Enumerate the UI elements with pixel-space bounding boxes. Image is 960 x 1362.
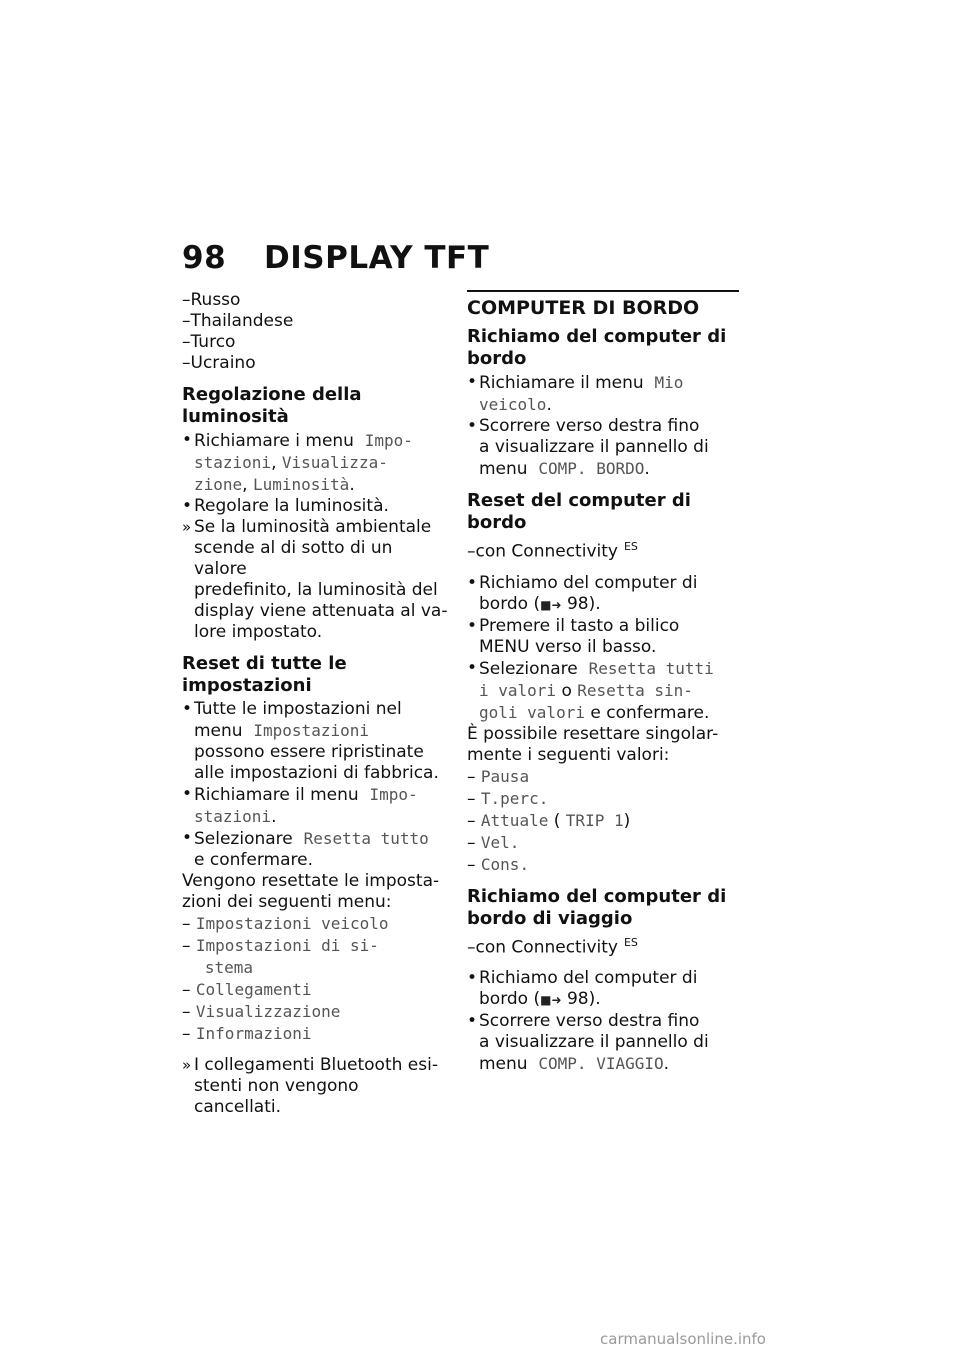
list-item: – Visualizzazione: [182, 1002, 341, 1022]
list-item: • Richiamare i menu Impo- stazioni, Visualizza- zione, Luminosità.: [182, 430, 450, 496]
list-item: – Collegamenti: [182, 980, 312, 1000]
brightness-heading: Regolazione della luminosità: [182, 384, 362, 427]
list-item: – Impostazioni di si- stema: [182, 936, 379, 977]
list-item: • Scorrere verso destra fino a visualizzare il pannello di menu COMP. VIAGGIO.: [467, 1011, 739, 1075]
list-item: – Impostazioni veicolo: [182, 914, 389, 934]
list-item: – Cons.: [467, 854, 530, 875]
page-header: [182, 240, 489, 276]
list-item: • Selezionare Resetta tutto e confermare.: [182, 828, 450, 871]
values-list: [467, 766, 739, 876]
language-list: [182, 290, 450, 374]
list-item: • Premere il tasto a bilico MENU verso il basso.: [467, 616, 739, 658]
list-item: – Informazioni: [182, 1024, 312, 1044]
list-item: – T.perc.: [467, 788, 549, 809]
list-item: – Attuale ( TRIP 1): [467, 810, 631, 831]
page-ref-arrow-icon: ■➜: [540, 993, 562, 1008]
watermark: carmanualsonline.info: [600, 1330, 766, 1348]
list-item: • Tutte le impostazioni nel menu Impostazioni possono essere ripristinate alle impostazioni di fabbrica.: [182, 699, 450, 784]
right-column: [467, 290, 739, 1075]
list-item: • Richiamo del computer di bordo (■➜ 98).: [467, 968, 739, 1011]
page-ref-arrow-icon: ■➜: [540, 597, 562, 612]
list-item: • Richiamare il menu Impo- stazioni.: [182, 784, 450, 828]
condition: –con Connectivity $^{ES}$: [467, 540, 638, 562]
list-item: • Regolare la luminosità.: [182, 496, 450, 517]
condition: –con Connectivity $^{ES}$: [467, 935, 638, 958]
paragraph: Vengono resettate le imposta- zioni dei seguenti menu:: [182, 871, 440, 912]
call-heading: Richiamo del computer di bordo: [467, 326, 727, 369]
list-item: • Selezionare Resetta tutti i valori o Resetta sin- goli valori e confermare.: [467, 658, 739, 724]
section-rule: [467, 290, 739, 292]
list-item: –Thailandese: [182, 311, 294, 331]
section-title: COMPUTER DI BORDO: [467, 297, 700, 319]
reset-heading: Reset del computer di bordo: [467, 490, 691, 533]
page-number: 98: [182, 240, 227, 276]
reset-all-heading: Reset di tutte le impostazioni: [182, 653, 347, 696]
list-item: –Russo: [182, 290, 241, 310]
list-item: • Richiamo del computer di bordo (■➜ 98).: [467, 573, 739, 616]
list-item: – Vel.: [467, 832, 520, 853]
note: » Se la luminosità ambientale scende al di sotto di un valore predefinito, la luminosità del display viene attenuata al va- lore impostato.: [182, 517, 450, 643]
note: » I collegamenti Bluetooth esi- stenti non vengono cancellati.: [182, 1055, 450, 1118]
menu-list: [182, 913, 450, 1045]
list-item: • Scorrere verso destra fino a visualizzare il pannello di menu COMP. BORDO.: [467, 416, 739, 480]
list-item: – Pausa: [467, 766, 530, 787]
list-item: • Richiamare il menu Mio veicolo.: [467, 372, 739, 416]
trip-heading: Richiamo del computer di bordo di viaggio: [467, 885, 727, 929]
chapter-title: DISPLAY TFT: [264, 240, 490, 276]
left-column: [182, 290, 450, 1118]
paragraph: È possibile resettare singolar- mente i seguenti valori:: [467, 723, 719, 765]
list-item: –Ucraino: [182, 353, 256, 373]
list-item: –Turco: [182, 332, 236, 352]
